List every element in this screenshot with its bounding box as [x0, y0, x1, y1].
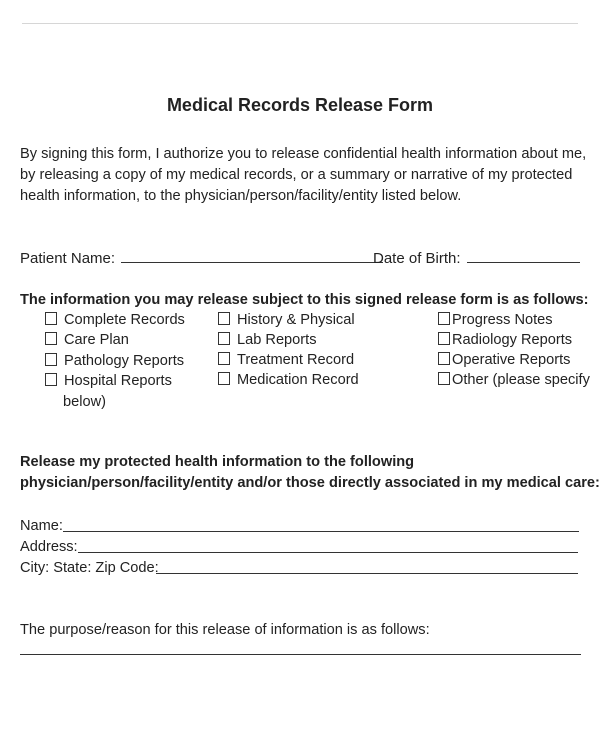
checkbox-history-physical[interactable]: History & Physical	[218, 312, 355, 328]
checkbox-square[interactable]	[218, 352, 230, 365]
patient-name-row	[20, 250, 383, 267]
dob-label: Date of Birth:	[373, 250, 461, 267]
checkbox-square[interactable]	[45, 312, 57, 325]
checkbox-progress-notes[interactable]: Progress Notes	[438, 312, 553, 328]
checkbox-square[interactable]	[438, 352, 450, 365]
checkbox-square[interactable]	[45, 353, 57, 366]
checkbox-square[interactable]	[45, 332, 57, 345]
checkbox-square[interactable]	[218, 312, 230, 325]
checkbox-operative-reports[interactable]: Operative Reports	[438, 352, 570, 368]
checkbox-radiology-reports[interactable]: Radiology Reports	[438, 332, 572, 348]
checkbox-pathology-reports[interactable]: Pathology Reports	[45, 353, 184, 369]
checkbox-square[interactable]	[438, 332, 450, 345]
checkbox-square[interactable]	[45, 373, 57, 386]
address-label: Address:	[20, 539, 78, 555]
name-label: Name:	[20, 518, 63, 534]
checkbox-complete-records[interactable]: Complete Records	[45, 312, 185, 328]
purpose-label: The purpose/reason for this release of information is as follows:	[20, 622, 430, 638]
city-state-zip-label: City: State: Zip Code:	[20, 560, 159, 576]
release-heading-line2: physician/person/facility/entity and/or those directly associated in my medical care:	[20, 475, 600, 491]
hospital-reports-wrap: below)	[63, 394, 106, 410]
checkbox-square[interactable]	[218, 332, 230, 345]
patient-name-line[interactable]	[121, 261, 383, 263]
checkbox-square[interactable]	[438, 372, 450, 385]
purpose-line[interactable]	[20, 654, 581, 655]
checkbox-treatment-record[interactable]: Treatment Record	[218, 352, 354, 368]
release-heading-line1: Release my protected health information to the following	[20, 454, 415, 470]
checkbox-square[interactable]	[438, 312, 450, 325]
checkbox-hospital-reports[interactable]: Hospital Reports	[45, 373, 172, 389]
checkbox-other[interactable]: Other (please specify	[438, 372, 590, 388]
name-line[interactable]	[63, 531, 579, 532]
top-divider	[22, 23, 578, 24]
city-state-zip-line[interactable]	[156, 573, 578, 574]
checkbox-lab-reports[interactable]: Lab Reports	[218, 332, 317, 348]
checkbox-medication-record[interactable]: Medication Record	[218, 372, 359, 388]
patient-name-label: Patient Name:	[20, 250, 116, 267]
checkbox-care-plan[interactable]: Care Plan	[45, 332, 129, 348]
dob-row	[373, 250, 580, 267]
info-heading: The information you may release subject to this signed release form is as follows:	[20, 292, 589, 308]
form-title: Medical Records Release Form	[166, 95, 434, 115]
checkbox-square[interactable]	[218, 372, 230, 385]
address-line[interactable]	[78, 552, 578, 553]
dob-line[interactable]	[467, 261, 580, 263]
intro-paragraph: By signing this form, I authorize you to release confidential health information about me, by releasing a copy of my medical records, or a summary or narrative of my protected health information, to the physician/person/facility/entity listed below.	[20, 146, 587, 204]
